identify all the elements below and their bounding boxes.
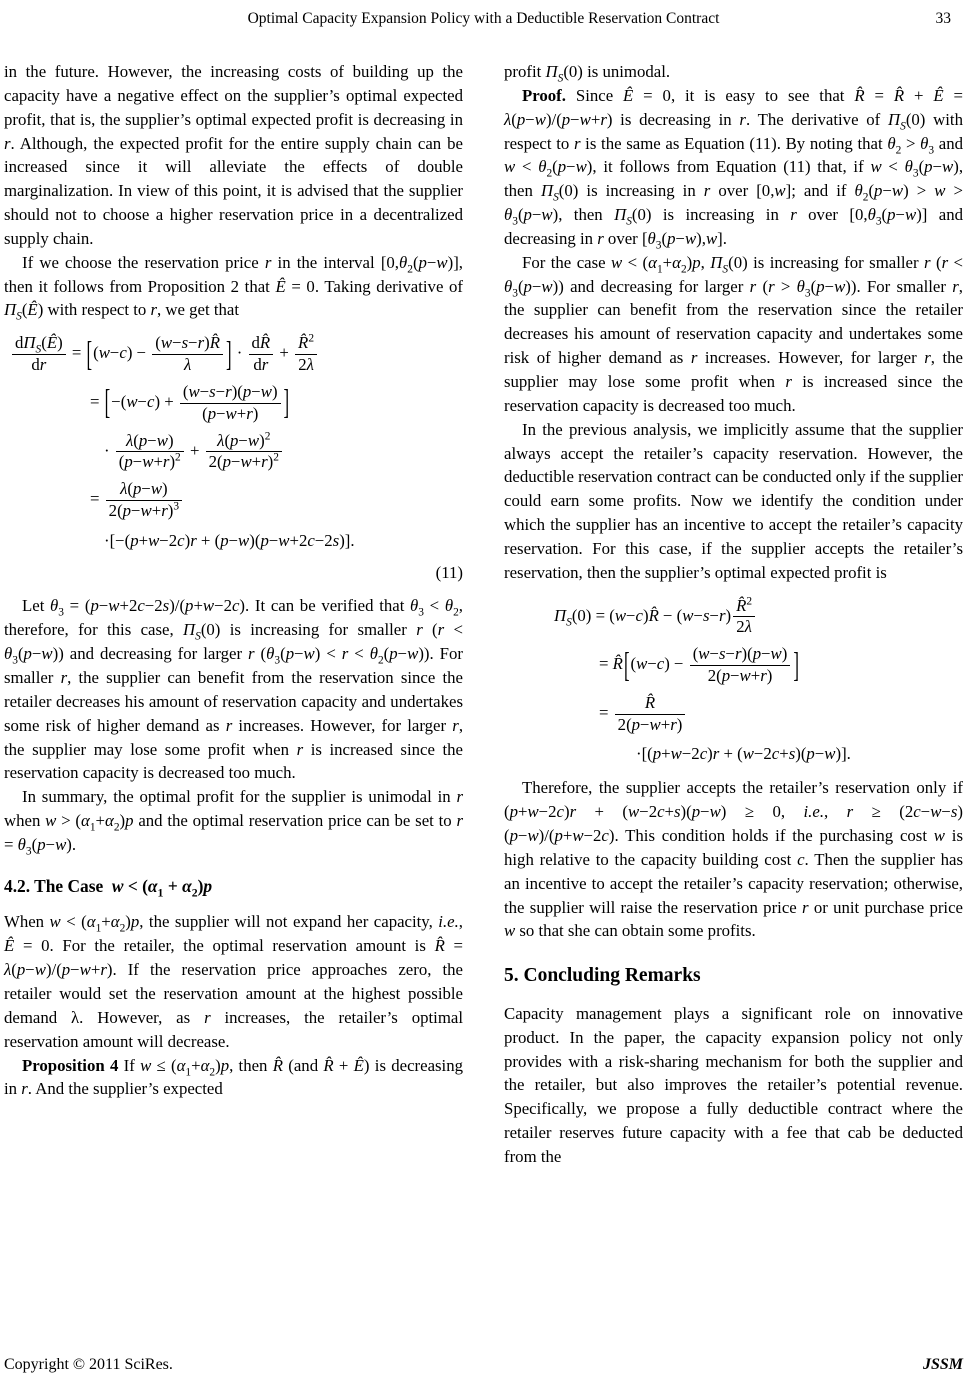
supplier-profit-equation [504,594,963,767]
paragraph: When $w < (\alpha_1+\alpha_2)p$, the supplier will not expand her capacity, i.e., Ê = 0. For the retailer, the optimal reservation amount is R̂ = λ(p−w)/(p−w+r). If the reservation price approaches zero, the retailer would set the reservation amount at the highest possible demand λ. However, as r increases, the retailer’s optimal reservation amount will decrease. [4,912,463,1051]
paragraph-proof: Proof. Since Ê = 0, it is easy to see that R̂ = R̂ + Ê = λ(p−w)/(p−w+r) is decreasing in r. The derivative of $\Pi_S(0)$ with respect to r is the same as Equation (11). By noting that $\theta_2 > \theta_3$ and $w < \theta_2(p-w)$, it follows from Equation (11) that, if $w < \theta_3(p-w)$, then $\Pi_S(0)$ is increasing in r over [0,w]; and if $\theta_2(p-w) > w > \theta_3(p-w)$, then $\Pi_S(0)$ is increasing in r over $[0,\theta_3(p-w)]$ and decreasing in r over $[\theta_3(p-w),w]$. [504,85,964,252]
paragraph: Capacity management plays a significant role on innovative product. In the paper, the capacity expansion policy not only provides with a risk-sharing mechanism for both the supplier and the retailer, but also improves the retailer’s potential revenue. Specifically, we propose a fully deductible contract where the retailer reserves future capacity with a fee that cab be deducted from the [504,1003,963,1166]
right-column [504,60,963,1169]
paragraph: If we choose the reservation price r in the interval $[0,\theta_2(p-w)]$, then it follows from Proposition 2 that Ê = 0. Taking derivative of $\Pi_S(Ê)$ with respect to r, we get that [4,252,463,323]
equation-line: ·[−(p+w−2c)r + (p−w)(p−w+2c−2s)]. [104,530,355,550]
equation-line: $\frac{d\Pi_S(Ê)}{dr}$ = [(w−c) − $\frac{(w-s-r)R̂}{\lambda}$ ] · $\frac{dR̂}{dr}$ + $\frac{R̂^2}{2\lambda}$ [10,334,463,375]
left-column [4,60,463,1169]
equation-line: · $\frac{\lambda(p-w)}{(p-w+r)^2}$ + $\frac{\lambda(p-w)^2}{2(p-w+r)^2}$ [104,432,463,473]
equation-number: (11) [435,562,463,582]
journal-abbreviation: JSSM [922,1356,963,1373]
running-title: Optimal Capacity Expansion Policy with a Deductible Reservation Contract [247,10,720,27]
paragraph: In the previous analysis, we implicitly assume that the supplier always accept the retailer’s capacity reservation. However, the deductible reservation contract can be conducted only if the supplier could earn some profits. Now we identify the condition under which the supplier has an incentive to accept the retailer’s capacity reservation. For this case, if the supplier accepts the retailer’s reservation, then the supplier’s optimal expected profit is [504,419,963,582]
subsection-heading-4-2: 4.2. The Case $w < (\alpha_1 + \alpha_2)p$ [4,875,213,900]
paragraph: in the future. However, the increasing costs of building up the capacity have a negative effect on the supplier’s optimal expected profit, that is, the supplier’s optimal expected profit is decreasing in r. Although, the expected profit for the entire supply chain can be increased since it will alleviate the effects of double marginalization. In view of this point, it is advised that the supplier should not to choose a higher reservation price in a decentralized supply chain. [4,62,463,248]
paragraph: Therefore, the supplier accepts the retailer’s reservation only if (p+w−2c)r + (w−2c+s)(p−w) ≥ 0, i.e., r ≥ (2c−w−s)(p−w)/(p+w−2c). This condition holds if the purchasing cost w is high relative to the capacity building cost c. Then the supplier has an incentive to accept the retailer’s capacity reservation; otherwise, the supplier will raise the reservation price r or unit purchase price w so that she can obtain some profits. [504,778,963,941]
paragraph: profit $\Pi_S(0)$ is unimodal. [504,62,671,85]
paragraph: For the case $w < (\alpha_1+\alpha_2)p$, $\Pi_S(0)$ is increasing for smaller r $(r < \theta_3(p-w))$ and decreasing for larger r $(r > \theta_3(p-w))$. For smaller r, the supplier can benefit from the reservation since the retailer decreases his amount of reservation capacity and undertakes some risk of higher demand as r increases. However, for larger r, the supplier may lose some profit when r is increased since the reservation capacity is decreased too much. [504,252,964,415]
page-footer [4,1356,963,1374]
paragraph: In summary, the optimal profit for the supplier is unimodal in r when $w > (\alpha_1+\alpha_2)p$ and the optimal reservation price can be set to $r = \theta_3(p-w)$. [4,787,463,858]
paragraph-proposition-4: Proposition 4 If $w \le (\alpha_1+\alpha_2)p$, then R̂ (and R̂ + Ê) is decreasing in r. And the supplier’s expected [4,1055,463,1099]
equation-line: = $\frac{R̂}{2(p-w+r)}$ [599,694,963,735]
page-header [4,10,963,36]
equation-line: = R̂[(w−c) − $\frac{(w-s-r)(p-w)}{2(p-w+r)}$ ] [599,644,799,685]
equation-line: ·[(p+w−2c)r + (w−2c+s)(p−w)]. [636,744,851,764]
equation-line: $\Pi_S(0)$ = (w−c)R̂ − (w−s−r) $\frac{R̂^2}{2\lambda}$ [554,597,963,638]
two-column-body [4,60,963,1169]
equation-11 [4,334,463,584]
page-number: 33 [935,10,951,27]
paragraph: Let $\theta_3 = (p-w+2c-2s)/(p+w-2c)$. It can be verified that $\theta_3 < \theta_2$, therefore, for this case, $\Pi_S(0)$ is increasing for smaller r $(r < \theta_3(p-w))$ and decreasing for larger r $(\theta_3(p-w) < r < \theta_2(p-w))$. For smaller r, the supplier can benefit from the reservation since the retailer decreases his amount of reservation capacity and undertakes some risk of higher demand as r increases. However, for larger r, the supplier may lose some profit when r is increased since the reservation capacity is decreased too much. [4,596,464,783]
equation-line: = $\frac{\lambda(p-w)}{2(p-w+r)^3}$ [90,480,463,521]
equation-line: = [−(w−c) + $\frac{(w-s-r)(p-w)}{(p-w+r)}$ ] [90,381,290,423]
section-heading-5: 5. Concluding Remarks [504,965,701,987]
copyright-notice: Copyright © 2011 SciRes. [4,1356,173,1373]
